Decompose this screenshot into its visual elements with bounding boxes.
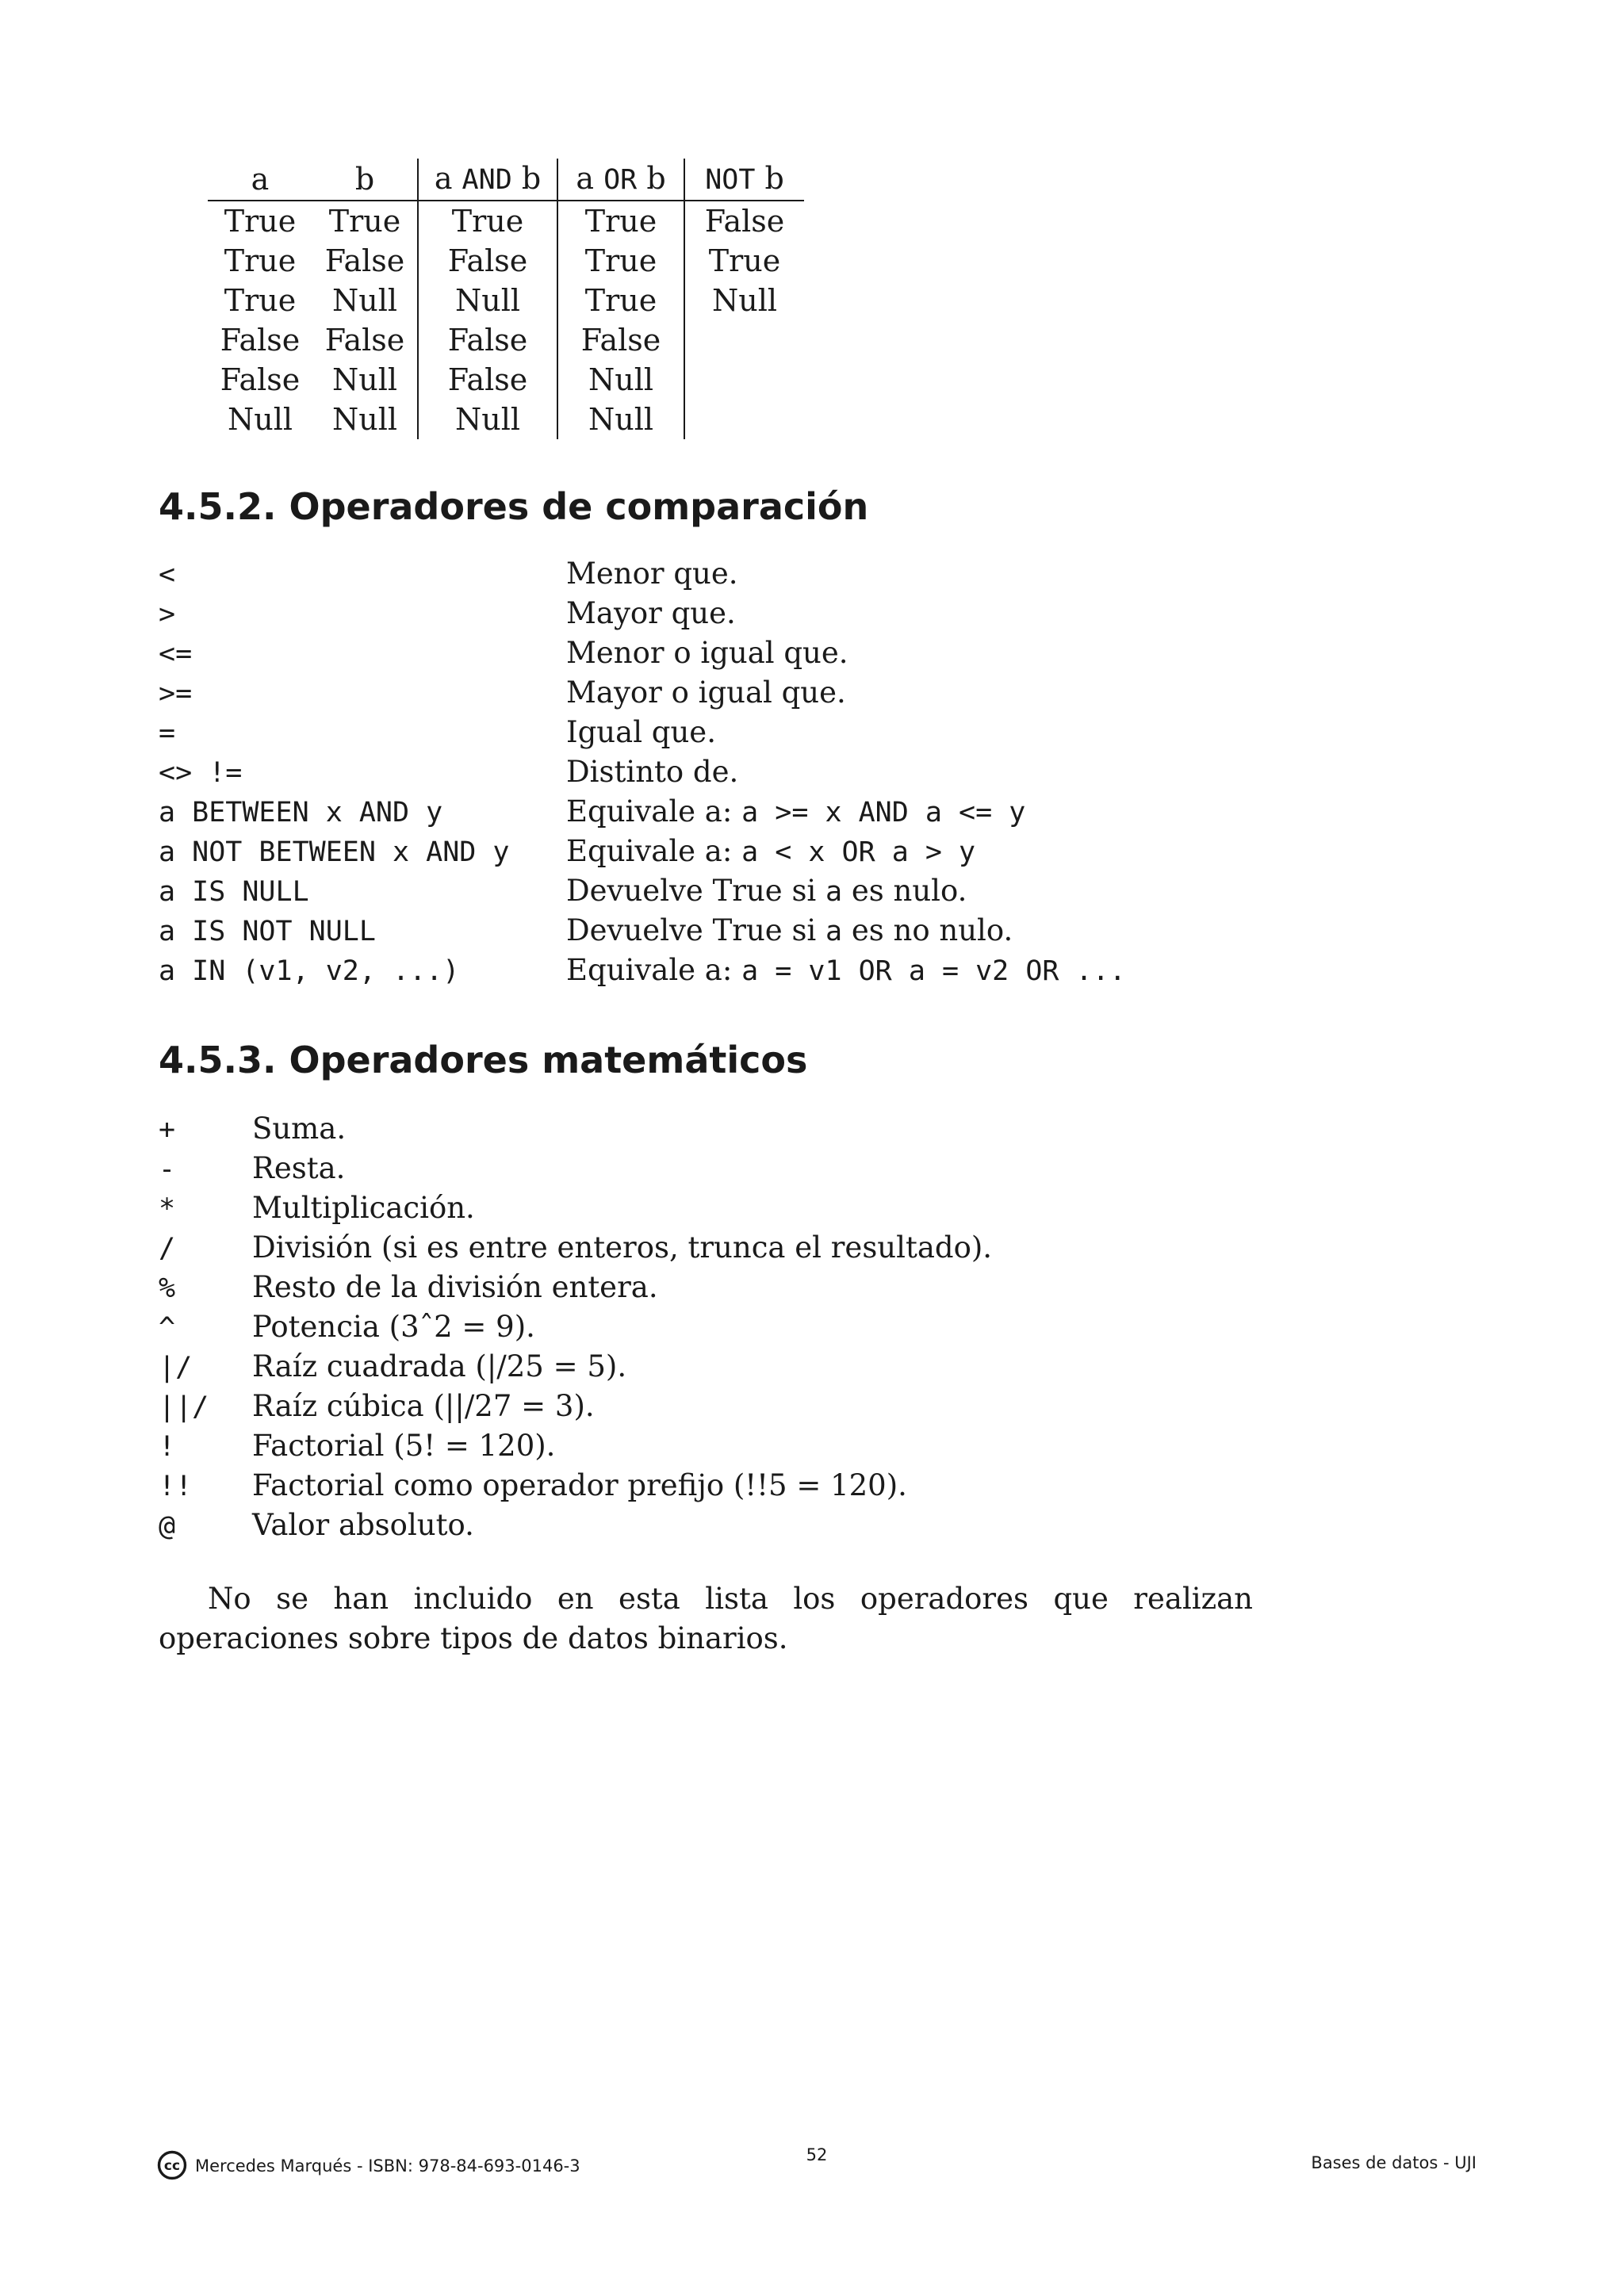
description-text: Equivale a: (566, 794, 742, 828)
truth-table-row (208, 400, 804, 439)
math-operator-row (159, 1508, 992, 1548)
operator-symbol: + (159, 1114, 176, 1146)
truth-table-cell: Null (418, 281, 557, 320)
description-text: Equivale a: (566, 834, 742, 868)
operator-symbol: ||/ (159, 1391, 209, 1423)
operator-symbol: > (159, 599, 176, 630)
creative-commons-icon-label: cc (163, 2158, 181, 2174)
description-text: Equivale a: (566, 953, 742, 987)
operator-description (566, 715, 716, 749)
operator-description (566, 675, 846, 710)
operator-symbol: ^ (159, 1312, 176, 1344)
truth-table-cell (684, 320, 804, 360)
operator-description (566, 794, 1025, 828)
truth-table-cell: Null (331, 362, 398, 397)
math-operator-row (159, 1310, 992, 1349)
comparison-operator-row (159, 874, 1126, 913)
math-operator-list (159, 1112, 992, 1548)
header-text: a (251, 162, 270, 197)
description-text: Igual que. (566, 715, 716, 749)
header-keyword: NOT (705, 164, 756, 196)
math-operator-row (159, 1230, 992, 1270)
description-text: Menor o igual que. (566, 636, 848, 670)
header-keyword: AND (462, 164, 512, 196)
comparison-operator-row (159, 953, 1126, 993)
operator-description: División (si es entre enteros, trunca el resultado). (252, 1230, 993, 1265)
operator-description (566, 834, 975, 868)
footer-book-title: Bases de datos - UJI (1311, 2153, 1477, 2172)
comparison-operator-row (159, 715, 1126, 755)
page-number: 52 (806, 2145, 828, 2164)
description-text: es no nulo. (842, 913, 1013, 947)
comparison-operator-row (159, 596, 1126, 636)
truth-table-cell: Null (331, 283, 398, 318)
operator-symbol: @ (159, 1510, 176, 1542)
truth-table-cell: True (224, 243, 297, 278)
operator-symbol: !! (159, 1471, 193, 1502)
operator-symbol: * (159, 1193, 176, 1225)
math-operator-row (159, 1468, 992, 1508)
footer-author-isbn: Mercedes Marqués - ISBN: 978-84-693-0146-3 (195, 2156, 580, 2175)
truth-table-cell: True (684, 241, 804, 281)
math-operator-row (159, 1349, 992, 1389)
truth-table-cell: False (684, 201, 804, 241)
truth-table-cell: Null (557, 360, 684, 400)
header-text: b (511, 161, 542, 196)
truth-table-cell: False (220, 362, 301, 397)
truth-table-cell: True (557, 281, 684, 320)
truth-table-row (208, 320, 804, 360)
math-operator-row (159, 1191, 992, 1230)
truth-table-cell: False (324, 243, 405, 278)
operator-description (566, 953, 1126, 987)
truth-table-row (208, 281, 804, 320)
truth-table-cell: False (557, 320, 684, 360)
math-operator-row (159, 1389, 992, 1429)
header-text: b (755, 161, 784, 196)
truth-table-row (208, 201, 804, 241)
operator-symbol: <= (159, 638, 193, 670)
header-text: a (576, 161, 604, 196)
truth-table-header (557, 159, 684, 201)
description-text: Mayor o igual que. (566, 675, 846, 710)
operator-description: Factorial (5! = 120). (252, 1429, 556, 1463)
operator-description: Raíz cúbica (||/27 = 3). (252, 1389, 595, 1423)
truth-table-cell: True (224, 283, 297, 318)
truth-table-cell: True (557, 241, 684, 281)
truth-table-body (208, 201, 804, 439)
operator-description: Resta. (252, 1151, 346, 1185)
description-code: a (825, 876, 843, 908)
math-operator-row (159, 1151, 992, 1191)
truth-table-header-row (208, 159, 804, 201)
truth-table-cell: False (220, 323, 301, 358)
operator-symbol: % (159, 1272, 176, 1304)
math-operator-row (159, 1112, 992, 1151)
math-operator-row (159, 1270, 992, 1310)
operator-description: Resto de la división entera. (252, 1270, 658, 1304)
truth-table-cell: True (224, 204, 297, 239)
operator-symbol: a IS NULL (159, 876, 309, 908)
operator-symbol: < (159, 559, 176, 591)
operator-description: Multiplicación. (252, 1191, 475, 1225)
operator-symbol: / (159, 1233, 176, 1265)
operator-symbol: a NOT BETWEEN x AND y (159, 836, 510, 868)
comparison-operator-row (159, 675, 1126, 715)
description-text: Devuelve True si (566, 874, 826, 908)
operator-symbol: |/ (159, 1352, 193, 1383)
truth-table-cell: True (557, 201, 684, 241)
description-code: a < x OR a > y (741, 836, 976, 868)
truth-table-cell: False (418, 360, 557, 400)
operator-description (566, 557, 738, 591)
truth-table-row (208, 360, 804, 400)
truth-table-cell: False (324, 323, 405, 358)
operator-description (566, 755, 738, 789)
truth-table-cell: False (418, 241, 557, 281)
operator-description: Potencia (3ˆ2 = 9). (252, 1310, 535, 1344)
comparison-operator-row (159, 834, 1126, 874)
operator-description: Factorial como operador prefijo (!!5 = 120). (252, 1468, 907, 1502)
description-code: a = v1 OR a = v2 OR ... (741, 955, 1126, 987)
truth-table-cell: Null (684, 281, 804, 320)
comparison-operator-row (159, 636, 1126, 675)
operator-description (566, 874, 967, 908)
description-text: es nulo. (842, 874, 967, 908)
operator-symbol: >= (159, 678, 193, 710)
section-heading-comparison: 4.5.2. Operadores de comparación (159, 485, 869, 528)
truth-table-cell: False (418, 320, 557, 360)
comparison-operator-row (159, 557, 1126, 596)
truth-table-header (418, 159, 557, 201)
truth-table-row (208, 241, 804, 281)
header-text: a (434, 161, 462, 196)
operator-description: Valor absoluto. (252, 1508, 474, 1542)
page-footer (0, 2141, 1624, 2188)
operator-symbol: ! (159, 1431, 176, 1463)
operator-description (566, 636, 848, 670)
operator-symbol: - (159, 1154, 176, 1185)
truth-table-header (684, 159, 804, 201)
operator-symbol: = (159, 718, 176, 749)
description-text: Menor que. (566, 557, 738, 591)
operator-symbol: a IN (v1, v2, ...) (159, 955, 460, 987)
truth-table-cell: True (328, 204, 401, 239)
truth-table-header (312, 159, 418, 201)
truth-table (208, 159, 804, 439)
operator-description: Suma. (252, 1112, 347, 1146)
truth-table-cell: True (418, 201, 557, 241)
description-code: a (825, 916, 843, 947)
comparison-operator-row (159, 913, 1126, 953)
truth-table-cell (684, 400, 804, 439)
section-heading-math: 4.5.3. Operadores matemáticos (159, 1039, 808, 1081)
truth-table-cell: Null (331, 402, 398, 437)
operator-symbol: a IS NOT NULL (159, 916, 376, 947)
description-text: Mayor que. (566, 596, 736, 630)
operator-description (566, 596, 736, 630)
header-keyword: OR (603, 164, 638, 196)
comparison-operator-row (159, 755, 1126, 794)
header-text: b (354, 162, 375, 197)
operator-symbol: <> != (159, 757, 243, 789)
description-text: Devuelve True si (566, 913, 826, 947)
operator-symbol: a BETWEEN x AND y (159, 797, 443, 828)
description-text: Distinto de. (566, 755, 739, 789)
truth-table-cell: Null (557, 400, 684, 439)
operator-description (566, 913, 1013, 947)
creative-commons-icon (157, 2150, 187, 2180)
comparison-operator-list (159, 557, 1126, 993)
truth-table-cell (684, 360, 804, 400)
header-text: b (637, 161, 666, 196)
description-code: a >= x AND a <= y (741, 797, 1026, 828)
truth-table-header (208, 159, 312, 201)
math-operator-row (159, 1429, 992, 1468)
operator-description: Raíz cuadrada (|/25 = 5). (252, 1349, 627, 1383)
comparison-operator-row (159, 794, 1126, 834)
truth-table-cell: Null (227, 402, 293, 437)
note-paragraph: No se han incluido en esta lista los operadores que realizan operaciones sobre tipos de datos binarios. (159, 1582, 1253, 1655)
truth-table-cell: Null (418, 400, 557, 439)
